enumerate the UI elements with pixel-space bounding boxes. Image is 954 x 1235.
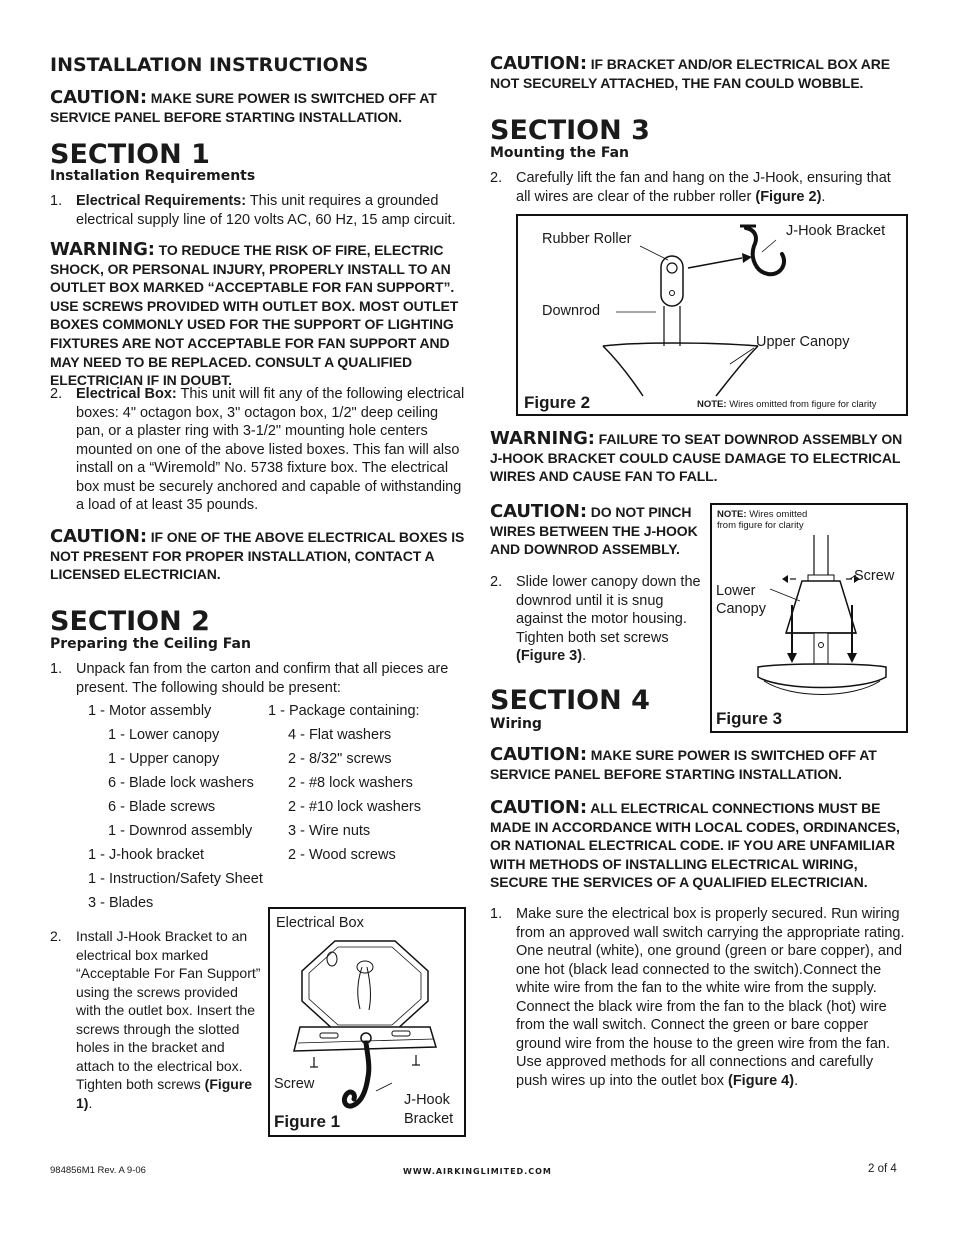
figure-2-note: NOTE: Wires omitted from figure for clarity [697, 399, 877, 410]
part-item: 2 - #10 lock washers [288, 799, 421, 815]
section-3-title: SECTION 3 [490, 115, 650, 146]
part-item: 1 - Lower canopy [108, 727, 220, 743]
section-1-subtitle: Installation Requirements [50, 168, 256, 184]
list-item: 2. Electrical Box: This unit will fit any of the following electrical boxes: 4" octagon box, 3" octagon box, 1/2" deep ceiling pan, or a plaster ring with 3-1/2" mounting hole centers mounted on one of the above listed boxes. This fan will also install on a “Wiremold” No. 5738 fixture box. The electrical box must be securely anchored and capable of withstanding a load of at least 35 pounds. [50, 386, 465, 513]
figure-2-label-rubber-roller: Rubber Roller [542, 231, 632, 247]
section-4-title: SECTION 4 [490, 685, 650, 716]
figure-3-label-screw: Screw [854, 568, 895, 584]
part-item: 3 - Blades [88, 895, 154, 911]
list-item: 2. Slide lower canopy down the downrod until it is snug against the motor housing. Tighten both set screws (Figure 3). [490, 574, 701, 664]
list-item: 2. Install J-Hook Bracket to an electrical box marked “Acceptable For Fan Support” using the screws provided with the outlet box. Insert the screws through the slotted holes in the bracket and attach to the electrical box. Tighten both screws (Figure 1). [50, 928, 261, 1111]
list-item: 1. Unpack fan from the carton and confirm that all pieces are present. The following should be present: [50, 661, 449, 696]
figure-3-illustration [712, 505, 906, 731]
parts-list-right [268, 699, 458, 867]
part-item: 2 - Wood screws [288, 847, 396, 863]
figure-1-title: Figure 1 [274, 1112, 341, 1131]
part-item: 1 - J-hook bracket [88, 847, 205, 863]
figure-2-label-jhook-bracket: J-Hook Bracket [786, 223, 886, 239]
figure-1-label-bracket: Bracket [404, 1111, 454, 1127]
section-1-title: SECTION 1 [50, 139, 210, 170]
part-item: 1 - Package containing: [268, 703, 420, 719]
section-4-subtitle: Wiring [490, 716, 542, 732]
part-item: 1 - Motor assembly [88, 703, 212, 719]
caution-pinch: CAUTION: DO NOT PINCH WIRES BETWEEN THE J-HOOK AND DOWNROD ASSEMBLY. [490, 501, 698, 558]
list-item: 1. Electrical Requirements: This unit requires a grounded electrical supply line of 120 volts AC, 60 Hz, 15 amp circuit. [50, 193, 456, 228]
section-2-subtitle: Preparing the Ceiling Fan [50, 636, 251, 652]
footer-website: WWW.AIRKINGLIMITED.COM [403, 1167, 552, 1176]
part-item: 2 - #8 lock washers [288, 775, 413, 791]
part-item: 2 - 8/32" screws [288, 751, 392, 767]
warning-downrod: WARNING: FAILURE TO SEAT DOWNROD ASSEMBLY ON J-HOOK BRACKET COULD CAUSE DAMAGE TO ELECTRICAL WIRES AND CAUSE FAN TO FALL. [490, 428, 903, 485]
warning-fire-risk: WARNING: TO REDUCE THE RISK OF FIRE, ELECTRIC SHOCK, OR PERSONAL INJURY, PROPERLY INSTALL TO AN OUTLET BOX MARKED “ACCEPTABLE FOR FAN SUPPORT”. USE SCREWS PROVIDED WITH OUTLET BOX. MOST OUTLET BOXES COMMONLY USED FOR THE SUPPORT OF LIGHTING FIXTURES ARE NOT ACCEPTABLE FOR FAN SUPPORT AND MAY NEED TO BE REPLACED. CONSULT A QUALIFIED ELECTRICIAN IF IN DOUBT. [50, 239, 459, 389]
figure-3-label-lower: Lower [716, 583, 756, 599]
figure-1-label-electrical-box: Electrical Box [276, 915, 364, 931]
parts-list-left [88, 699, 278, 915]
section-2-title: SECTION 2 [50, 606, 210, 637]
caution-power-off-2: CAUTION: MAKE SURE POWER IS SWITCHED OFF AT SERVICE PANEL BEFORE STARTING INSTALLATION. [490, 744, 877, 782]
figure-3-label-canopy: Canopy [716, 601, 766, 617]
caution-wobble: CAUTION: IF BRACKET AND/OR ELECTRICAL BOX ARE NOT SECURELY ATTACHED, THE FAN COULD WOBBLE. [490, 53, 890, 91]
part-item: 6 - Blade lock washers [108, 775, 254, 791]
footer-page-number: 2 of 4 [868, 1163, 897, 1175]
figure-2-label-downrod: Downrod [542, 303, 601, 319]
list-item: 2. Carefully lift the fan and hang on the J-Hook, ensuring that all wires are clear of the rubber roller (Figure 2). [490, 170, 891, 205]
part-item: 6 - Blade screws [108, 799, 216, 815]
figure-3 [710, 503, 908, 733]
figure-2-label-upper-canopy: Upper Canopy [756, 334, 850, 350]
part-item: 3 - Wire nuts [288, 823, 371, 839]
caution-codes: CAUTION: ALL ELECTRICAL CONNECTIONS MUST BE MADE IN ACCORDANCE WITH LOCAL CODES, ORDINANCES, OR NATIONAL ELECTRICAL CODE. IF YOU ARE UNFAMILIAR WITH METHODS OF INSTALLING ELECTRICAL WIRING, SECURE THE SERVICES OF A QUALIFIED ELECTRICIAN. [490, 797, 900, 891]
main-heading: INSTALLATION INSTRUCTIONS [50, 54, 369, 76]
part-item: 1 - Upper canopy [108, 751, 220, 767]
section-3-subtitle: Mounting the Fan [490, 145, 630, 161]
list-item: 1. Make sure the electrical box is properly secured. Run wiring from an approved wall switch carrying the appropriate rating. One neutral (white), one ground (green or bare copper), and one hot (black lead connected to the switch).Connect the white wire from the fan to the white wire from the supply. Connect the black wire from the fan to the black (hot) wire from the wall switch. Connect the green or bare copper ground wire from the house to the green wire from the fan. Use approved methods for all connections and carefully push wires up into the outlet box (Figure 4). [490, 906, 905, 1089]
figure-2 [516, 214, 908, 416]
part-item: 1 - Downrod assembly [108, 823, 253, 839]
footer-doc-code: 984856M1 Rev. A 9-06 [50, 1165, 146, 1176]
figure-2-title: Figure 2 [524, 393, 591, 412]
caution-no-box: CAUTION: IF ONE OF THE ABOVE ELECTRICAL BOXES IS NOT PRESENT FOR PROPER INSTALLATION, CONTACT A LICENSED ELECTRICIAN. [50, 526, 465, 583]
figure-1-label-jhook: J-Hook [404, 1092, 450, 1108]
part-item: 4 - Flat washers [288, 727, 392, 743]
caution-power-off: CAUTION: MAKE SURE POWER IS SWITCHED OFF AT SERVICE PANEL BEFORE STARTING INSTALLATION. [50, 87, 437, 125]
part-item: 1 - Instruction/Safety Sheet [88, 871, 263, 887]
figure-3-note: NOTE: Wires omitted from figure for clarity [717, 509, 808, 531]
figure-3-title: Figure 3 [716, 709, 783, 728]
figure-1 [268, 907, 466, 1137]
figure-1-label-screw: Screw [274, 1076, 315, 1092]
